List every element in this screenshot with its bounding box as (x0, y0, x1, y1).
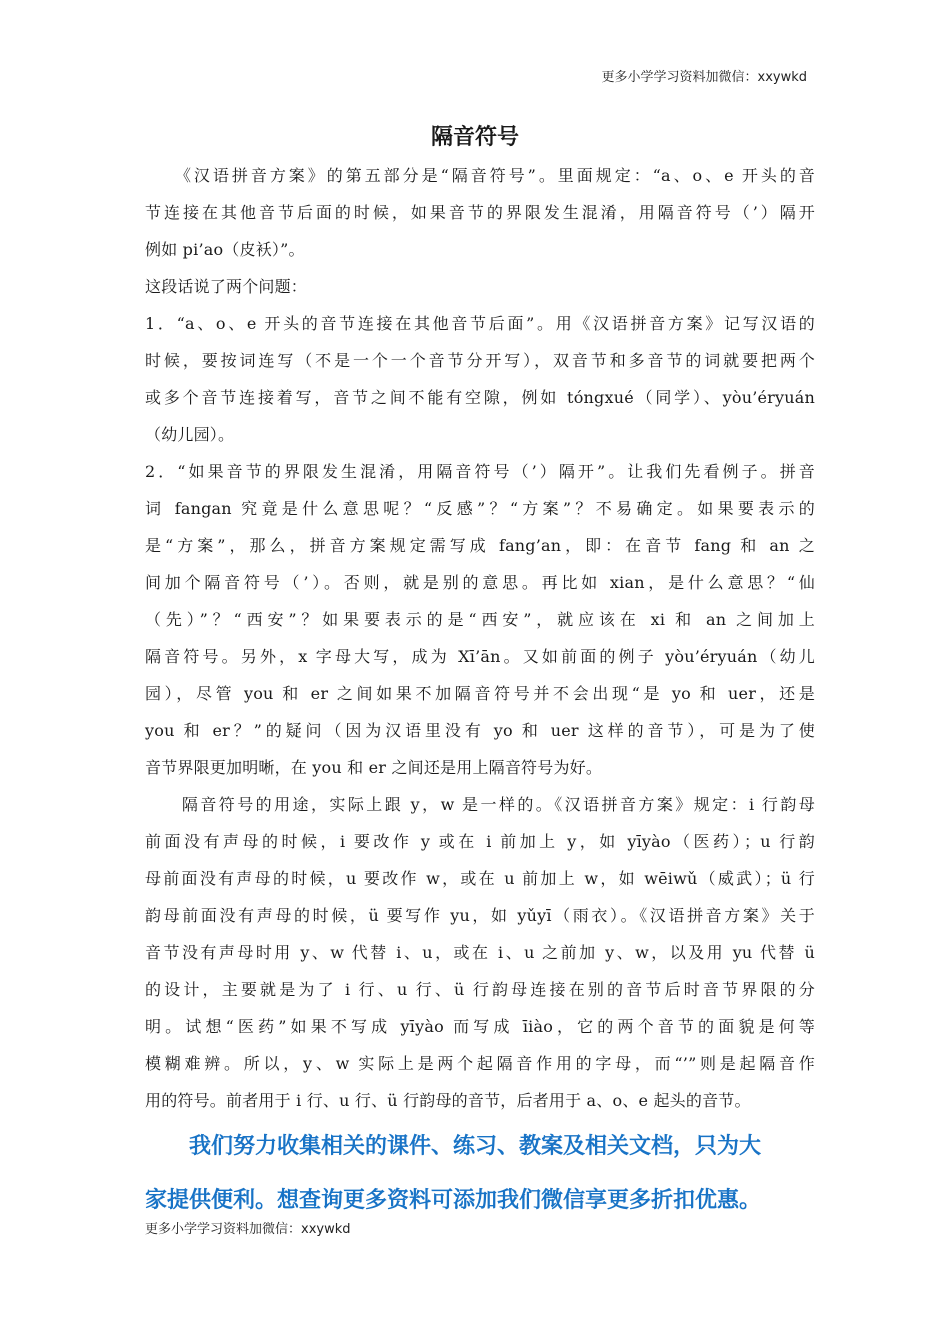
body-line: 或多个音节连接着写，音节之间不能有空隙，例如 tóngxué（同学）、yòu’éryuán (145, 388, 815, 407)
article-body (145, 157, 815, 1119)
body-line: 模糊难辨。所以，y、w 实际上是两个起隔音作用的字母，而“’”则是起隔音作 (145, 1054, 815, 1073)
footer-wechat-note: 更多小学学习资料加微信：xxywkd (145, 1222, 351, 1237)
body-line: 音节界限更加明晰，在 you 和 er 之间还是用上隔音符号为好。 (145, 758, 603, 777)
body-line: 园），尽管 you 和 er 之间如果不加隔音符号并不会出现“是 yo 和 uer，还是 (145, 684, 815, 703)
body-line: 节连接在其他音节后面的时候，如果音节的界限发生混淆，用隔音符号（’）隔开 (145, 203, 815, 222)
body-line: 明。试想“医药”如果不写成 yīyào 而写成 īiào，它的两个音节的面貌是何等 (145, 1017, 815, 1036)
body-line: you 和 er？”的疑问（因为汉语里没有 yo 和 uer 这样的音节），可是为了使 (145, 721, 815, 740)
body-line: 间加个隔音符号（’）。否则，就是别的意思。再比如 xian，是什么意思？“仙 (145, 573, 815, 592)
body-line: 前面没有声母的时候，i 要改作 y 或在 i 前加上 y，如 yīyào（医药）；u 行韵 (145, 832, 815, 851)
body-line: 是“方案”，那么，拼音方案规定需写成 fang’an，即：在音节 fang 和 an 之 (145, 536, 815, 555)
body-line: 例如 pi’ao（皮袄）”。 (145, 240, 305, 259)
body-line: （先）”？“西安”？如果要表示的是“西安”，就应该在 xi 和 an 之间加上 (145, 610, 815, 629)
body-line: 时候，要按词连写（不是一个一个音节分开写），双音节和多音节的词就要把两个 (145, 351, 815, 370)
body-line: 隔音符号。另外，x 字母大写，成为 Xī’ān。又如前面的例子 yòu’éryuán（幼儿 (145, 647, 815, 666)
body-line: 这段话说了两个问题： (145, 277, 308, 296)
body-line: 用的符号。前者用于 i 行、u 行、ü 行韵母的音节，后者用于 a、o、e 起头的音节。 (145, 1091, 751, 1110)
body-line: 音节没有声母时用 y、w 代替 i、u，或在 i、u 之前加 y、w，以及用 yu 代替 ü (145, 943, 815, 962)
promo-line: 我们努力收集相关的课件、练习、教案及相关文档，只为大 (145, 1134, 762, 1159)
header-wechat-note: 更多小学学习资料加微信：xxywkd (601, 70, 807, 85)
body-line: 隔音符号的用途，实际上跟 y，w 是一样的。《汉语拼音方案》规定：i 行韵母 (145, 795, 815, 814)
body-line: 2．“如果音节的界限发生混淆，用隔音符号（’）隔开”。让我们先看例子。拼音 (145, 462, 815, 481)
body-line: （幼儿园）。 (145, 425, 235, 444)
body-line: 词 fangan 究竟是什么意思呢？“反感”？“方案”？不易确定。如果要表示的 (145, 499, 815, 518)
body-line: 1．“a、o、e 开头的音节连接在其他音节后面”。用《汉语拼音方案》记写汉语的 (145, 314, 815, 333)
body-line: 《汉语拼音方案》的第五部分是“隔音符号”。里面规定：“a、o、e 开头的音 (145, 166, 815, 185)
promo-line: 家提供便利。想查询更多资料可添加我们微信享更多折扣优惠。 (145, 1188, 762, 1213)
page-title: 隔音符号 (430, 125, 519, 150)
promo-notice (145, 1125, 815, 1233)
body-line: 的设计，主要就是为了 i 行、u 行、ü 行韵母连接在别的音节后时音节界限的分 (145, 980, 815, 999)
body-line: 韵母前面没有声母的时候，ü 要写作 yu，如 yǔyī（雨衣）。《汉语拼音方案》关于 (145, 906, 815, 925)
body-line: 母前面没有声母的时候，u 要改作 w，或在 u 前加上 w，如 wēiwǔ（威武）；ü 行 (145, 869, 815, 888)
